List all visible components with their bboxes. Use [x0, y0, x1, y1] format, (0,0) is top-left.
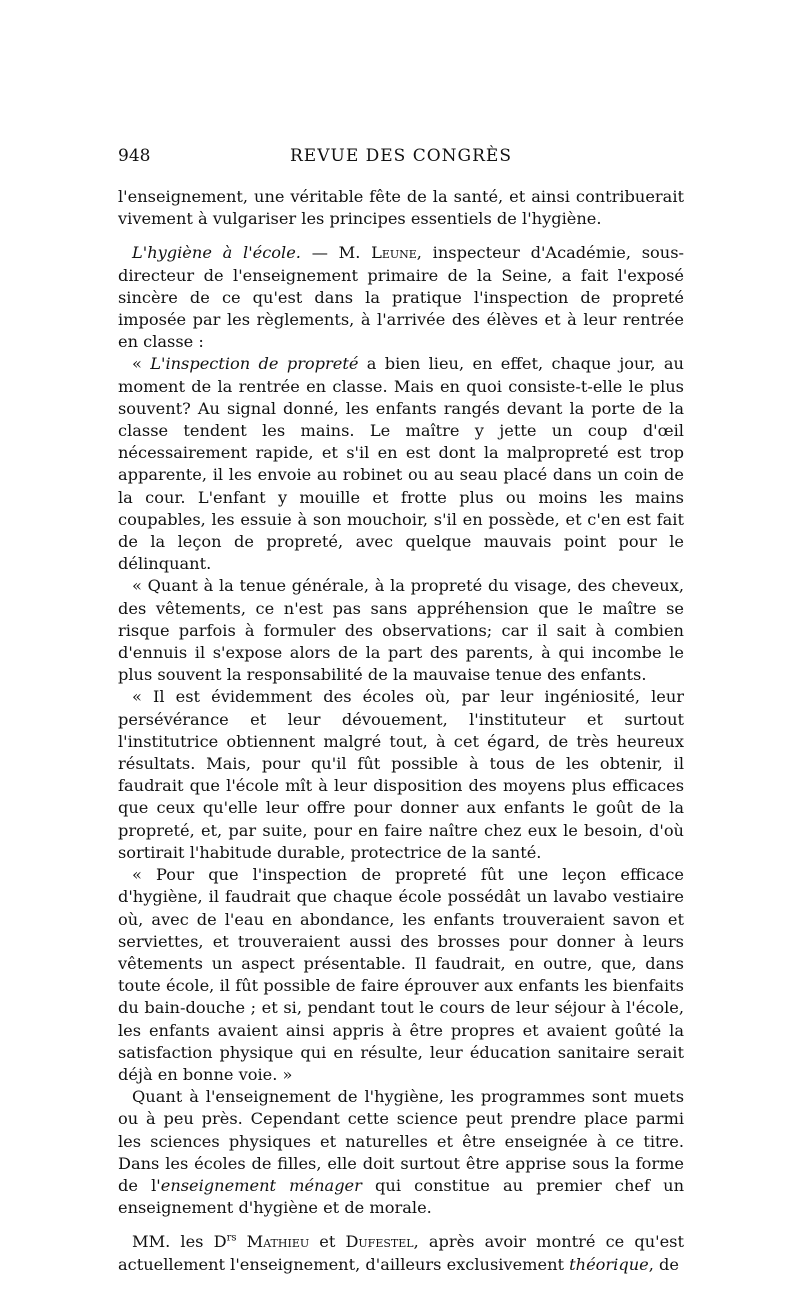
document-page: [118, 146, 684, 1274]
body-text: [118, 186, 684, 1276]
speaker-name-leune: Leune: [371, 243, 417, 263]
paragraph-text: , de: [648, 1254, 679, 1274]
paragraph-hygiene-ecole: [118, 242, 684, 353]
paragraph-quote-lavabo: « Pour que l'inspection de propreté fût une leçon efficace d'hygiène, il faudrait que chaque école possédât un lavabo vestiaire où, avec de l'eau en abondance, les enfants trouveraient savon et serviettes, et trouveraient aussi des brosses pour donner à leurs vêtements un aspect présentable. Il faudrait, en outre, que, dans toute école, il fût possible de faire éprouver aux enfants les bienfaits du bain-douche ; et si, pendant tout le cours de leur séjour à l'école, les enfants avaient ainsi appris à être propres et avaient goûté la satisfaction physique qui en résulte, leur éducation sanitaire serait déjà en bonne voie. »: [118, 865, 684, 1084]
paragraph-mathieu-dufestel: [118, 1231, 684, 1275]
superscript-rs: rs: [226, 1232, 237, 1244]
paragraph-text: , après avoir montré ce qu'est actuellement l'enseignement, d'ailleurs exclusivement: [118, 1232, 684, 1274]
paragraph-quote-tenue: « Quant à la tenue générale, à la propreté du visage, des cheveux, des vêtements, ce n'est pas sans appréhension que le maître se risque parfois à formuler des observations; car il sait à combien d'ennuis il s'expose alors de la part des parents, à qui incombe le plus souvent la responsabilité de la mauvaise tenue des enfants.: [118, 576, 684, 685]
italic-phrase: enseignement ménager: [160, 1175, 362, 1195]
paragraph-text: qui constitue au premier chef un enseignement d'hygiène et de morale.: [118, 1175, 684, 1218]
speaker-name-mathieu: Mathieu: [246, 1232, 310, 1252]
paragraph-text: Quant à l'enseignement de l'hygiène, les programmes sont muets ou à peu près. Cependant cette science peut prendre place parmi les sciences physiques et naturelles et être enseignée à ce titre. Dans les écoles de filles, elle doit surtout être apprise sous la forme de l': [118, 1087, 684, 1195]
paragraph-quote-ecoles: « Il est évidemment des écoles où, par leur ingéniosité, leur persévérance et leur dévouement, l'instituteur et surtout l'institutrice obtiennent malgré tout, à cet égard, de très heureux résultats. Mais, pour qu'il fût possible à tous de les obtenir, il faudrait que l'école mît à leur disposition des moyens plus efficaces que ceux qu'elle leur offre pour donner aux enfants le goût de la propreté, et, par suite, pour en faire naître chez eux le besoin, d'où sortirait l'habitude durable, protectrice de la santé.: [118, 687, 684, 862]
italic-phrase: L'inspection de propreté: [150, 354, 359, 374]
paragraph-continuation: l'enseignement, une véritable fête de la santé, et ainsi contribuerait vivement à vulgariser les principes essentiels de l'hygiène.: [118, 187, 684, 229]
paragraph-text: , inspecteur d'Académie, sous-directeur de l'enseignement primaire de la Seine, a fait l'exposé sincère de ce qu'est dans la pratique l'inspection de propreté imposée par les règlements, à l'arrivée des élèves et à leur rentrée en classe :: [118, 243, 684, 352]
speaker-name-dufestel: Dufestel: [345, 1232, 414, 1252]
section-title: L'hygiène à l'école.: [132, 243, 301, 263]
paragraph-quote-inspection: [118, 353, 684, 575]
conjunction: et: [309, 1232, 346, 1252]
quote-open: «: [132, 354, 151, 374]
page-header: [118, 146, 684, 176]
space: [237, 1232, 247, 1251]
paragraph-text: a bien lieu, en effet, chaque jour, au moment de la rentrée en classe. Mais en quoi consiste-t-elle le plus souvent? Au signal donné, les enfants rangés devant la porte de la classe tendent les mains. Le maître y jette un coup d'œil nécessairement rapide, et s'il en est dont la malpropreté est trop apparente, il les envoie au robinet ou au seau placé dans un coin de la cour. L'enfant y mouille et frotte plus ou moins les mains coupables, les essuie à son mouchoir, s'il en possède, et c'en est fait de la leçon de propreté, avec quelque mauvais point pour le délinquant.: [118, 354, 684, 574]
running-title: REVUE DES CONGRÈS: [290, 146, 512, 166]
paragraph-text: MM. les D: [132, 1232, 227, 1252]
italic-word: théorique: [569, 1254, 649, 1274]
dash-monsieur: — M.: [300, 243, 372, 263]
page-number: 948: [118, 146, 151, 166]
paragraph-enseignement: [118, 1086, 684, 1219]
